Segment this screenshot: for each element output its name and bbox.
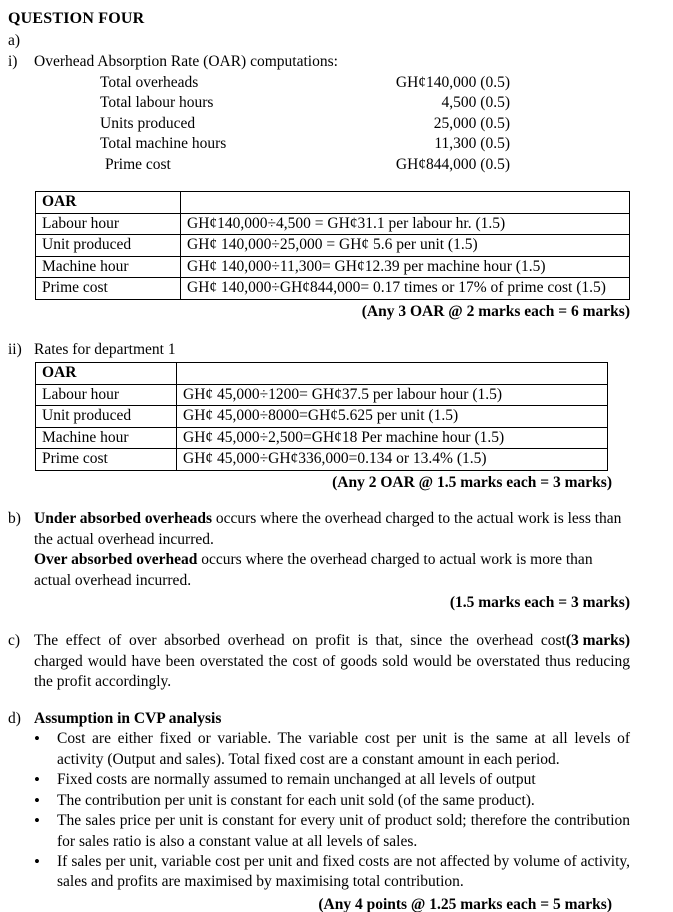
- list-item: • The contribution per unit is constant for each unit sold (of the same product).: [30, 791, 630, 811]
- table-row: [36, 192, 630, 213]
- part-ii-label: ii): [8, 341, 22, 358]
- item-value: 25,000 (0.5): [433, 114, 510, 132]
- section-d-label: d): [8, 709, 21, 727]
- row-label: Prime cost: [36, 449, 177, 470]
- item-label: Prime cost: [105, 155, 171, 173]
- part-i-label: i): [8, 52, 18, 70]
- list-item: • The sales price per unit is constant for every unit of product sold; therefore the contribution for sales ratio is also a constant value at all levels of sales.: [30, 811, 630, 852]
- marks-note-part-i: (Any 3 OAR @ 2 marks each = 6 marks): [361, 302, 630, 320]
- item-label: Total machine hours: [100, 135, 227, 153]
- table-row: [36, 213, 630, 234]
- row-value: GH¢ 45,000÷8000=GH¢5.625 per unit (1.5): [177, 406, 608, 427]
- item-value: GH¢844,000 (0.5): [395, 155, 510, 173]
- item-value: GH¢140,000 (0.5): [395, 74, 510, 92]
- item-value: 4,500 (0.5): [441, 94, 510, 112]
- list-item: [8, 93, 510, 113]
- row-value: GH¢ 140,000÷11,300= GH¢12.39 per machine hour (1.5): [181, 256, 630, 277]
- item-value: 11,300 (0.5): [434, 135, 510, 153]
- under-absorbed-paragraph: [34, 509, 630, 550]
- part-i-heading-row: [8, 52, 630, 72]
- table-row: [36, 427, 608, 448]
- over-absorbed-term: Over absorbed overhead: [34, 551, 198, 569]
- section-c-label: c): [8, 632, 21, 650]
- list-item: [8, 114, 510, 134]
- section-b-body: [34, 509, 630, 613]
- under-absorbed-term: Under absorbed overheads: [34, 510, 212, 528]
- over-absorbed-paragraph: [34, 550, 630, 591]
- marks-note-section-b: (1.5 marks each = 3 marks): [449, 593, 630, 611]
- question-title: QUESTION FOUR: [8, 10, 145, 27]
- table-row: [36, 235, 630, 256]
- marks-note-section-c: (3 marks): [565, 632, 630, 650]
- row-value: GH¢ 45,000÷1200= GH¢37.5 per labour hour (1.5): [177, 384, 608, 405]
- section-d-heading: Assumption in CVP analysis: [34, 709, 222, 727]
- row-value: GH¢ 45,000÷2,500=GH¢18 Per machine hour (1.5): [177, 427, 608, 448]
- row-label: Machine hour: [36, 427, 177, 448]
- section-c: [8, 631, 630, 692]
- table-row: [36, 363, 608, 384]
- list-item: • Cost are either fixed or variable. The variable cost per unit is the same at all levels of activity (Output and sales). Total fixed cost are a constant amount in each period.: [30, 729, 630, 770]
- marks-note-part-ii: (Any 2 OAR @ 1.5 marks each = 3 marks): [332, 473, 612, 491]
- table-header-cell-empty: [177, 363, 608, 384]
- table-header-cell-empty: [181, 192, 630, 213]
- row-label: Unit produced: [36, 235, 181, 256]
- table-header-cell: OAR: [36, 192, 181, 213]
- section-d-heading-row: [8, 709, 630, 729]
- list-item: [8, 155, 510, 175]
- list-item: [8, 73, 510, 93]
- list-item: • Fixed costs are normally assumed to remain unchanged at all levels of output: [30, 770, 630, 790]
- oar-table-1: [35, 191, 630, 299]
- under-absorbed-text: occurs where the overhead charged to the actual work is less than the actual overhead incurred.: [34, 510, 622, 548]
- table-row: [36, 449, 608, 470]
- table-row: [36, 406, 608, 427]
- row-label: Labour hour: [36, 213, 181, 234]
- over-absorbed-text: occurs where the overhead charged to actual work is more than actual overhead incurred.: [34, 551, 593, 589]
- section-c-body: [34, 631, 630, 692]
- row-value: GH¢140,000÷4,500 = GH¢31.1 per labour hr. (1.5): [181, 213, 630, 234]
- part-i-heading: Overhead Absorption Rate (OAR) computations:: [34, 52, 338, 70]
- table-header-cell: OAR: [36, 363, 177, 384]
- row-value: GH¢ 140,000÷GH¢844,000= 0.17 times or 17% of prime cost (1.5): [181, 278, 630, 299]
- section-a-label: a): [8, 32, 21, 50]
- marks-note-section-d: (Any 4 points @ 1.25 marks each = 5 marks): [318, 895, 612, 912]
- list-item: • If sales per unit, variable cost per unit and fixed costs are not affected by volume of activity, sales and profits are maximised by maximising total contribution.: [30, 852, 630, 893]
- table-row: [36, 256, 630, 277]
- table-row: [36, 384, 608, 405]
- row-label: Machine hour: [36, 256, 181, 277]
- row-label: Prime cost: [36, 278, 181, 299]
- oar-input-list: [8, 73, 510, 175]
- part-ii-heading: Rates for department 1: [34, 341, 176, 358]
- row-value: GH¢ 45,000÷GH¢336,000=0.134 or 13.4% (1.5): [177, 449, 608, 470]
- item-label: Total labour hours: [100, 94, 214, 112]
- oar-table-2: [35, 362, 608, 470]
- section-b: [8, 509, 630, 613]
- item-label: Total overheads: [100, 74, 199, 92]
- section-c-text: The effect of over absorbed overhead on profit is that, since the overhead cost charged would have been overstated the cost of goods sold would be overstated thus reducing the profit accordingly.: [34, 632, 630, 691]
- item-label: Units produced: [100, 114, 196, 132]
- cvp-assumptions-list: [30, 729, 630, 893]
- row-label: Unit produced: [36, 406, 177, 427]
- part-ii-heading-row: [8, 340, 630, 360]
- row-label: Labour hour: [36, 384, 177, 405]
- table-row: [36, 278, 630, 299]
- list-item: [8, 134, 510, 154]
- row-value: GH¢ 140,000÷25,000 = GH¢ 5.6 per unit (1.5): [181, 235, 630, 256]
- section-b-label: b): [8, 510, 21, 528]
